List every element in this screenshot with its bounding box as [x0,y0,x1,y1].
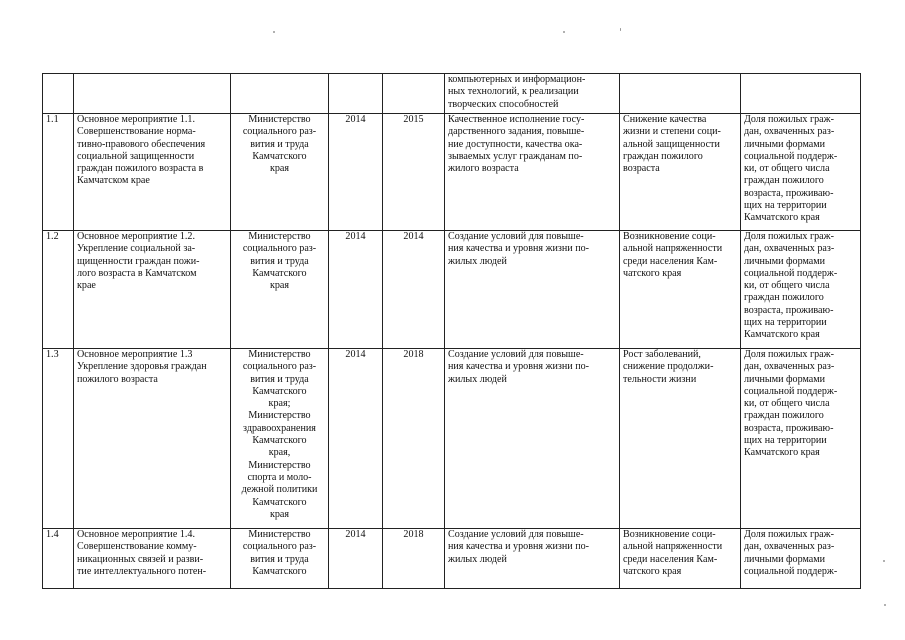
activity-cell-line: тивно-правового обеспечения [77,138,206,150]
consequence-cell-line: жизни и степени соци- [623,126,721,138]
scan-speck [883,560,885,562]
activity-cell-line: тие интеллектуального потен- [77,565,207,577]
cell-indicator [741,74,861,114]
table-row [43,114,861,231]
cell-executor [231,74,329,114]
indicator-cell-line: социальной поддерж- [744,565,838,577]
activity-cell [74,349,231,529]
executor-cell [231,349,329,529]
consequence-cell-line: чатского края [623,565,682,577]
indicator-cell-line: дан, охваченных раз- [744,541,835,553]
row-number: 1.2 [43,231,74,349]
indicator-cell-line: Доля пожилых граж- [744,349,834,360]
cell-activity [74,74,231,114]
consequence-cell-line: среди населения Кам- [623,553,718,565]
activity-cell-line: Камчатском крае [77,175,150,187]
row-number: 1.1 [43,114,74,231]
consequence-cell [620,349,741,529]
executor-cell-line: социального раз- [242,243,317,255]
start-year: 2014 [329,529,383,589]
indicator-cell [741,529,861,589]
activity-cell-line: крае [77,280,96,292]
executor-cell-line: социального раз- [242,126,317,138]
cell-num [43,74,74,114]
executor-cell-line: Министерство [248,114,311,125]
executor-cell-line: вития и труда [250,255,309,267]
executor-cell-line: Камчатского [252,435,307,447]
indicator-cell-line: возраста, проживаю- [744,187,834,199]
executor-cell-line: вития и труда [250,138,309,150]
result-cell-line: Качественное исполнение госу- [448,114,585,125]
cell-start [329,74,383,114]
executor-cell-line: Камчатского [252,385,307,397]
consequence-cell-line: Снижение качества [623,114,707,125]
table-row [43,349,861,529]
activity-cell [74,114,231,231]
consequence-cell-line: Возникновение соци- [623,529,716,540]
indicator-cell-line: Камчатского края [744,212,820,224]
indicator-cell-line: социальной поддерж- [744,385,838,397]
executor-cell-line: дежной политики [241,484,318,496]
executor-cell-line: вития и труда [250,553,309,565]
result-cell-line: жилых людей [448,373,507,385]
result-cell-line: ния качества и уровня жизни по- [448,541,590,553]
activity-cell-line: социальной защищенности [77,150,195,162]
activity-cell-line: граждан пожилого возраста в [77,163,204,175]
result-cell-line: ния качества и уровня жизни по- [448,243,590,255]
consequence-cell-line: возраста [623,163,660,175]
result-cell [445,114,620,231]
executor-cell-line: Камчатского [252,565,307,577]
activity-cell-line: Совершенствование комму- [77,541,197,553]
indicator-cell-line: щих на территории [744,317,827,329]
indicator-cell-line: социальной поддерж- [744,150,838,162]
end-year: 2018 [383,529,445,589]
activity-cell-line: Укрепление социальной за- [77,243,196,255]
start-year: 2014 [329,114,383,231]
consequence-cell-line: среди населения Кам- [623,255,718,267]
activity-cell [74,231,231,349]
executor-cell-line: вития и труда [250,373,309,385]
indicator-cell-line: щих на территории [744,435,827,447]
cell-result: компьютерных и информацион- ных технологий, к реализации творческих способностей [445,74,620,114]
consequence-cell [620,529,741,589]
result-cell [445,529,620,589]
consequence-cell-line: Рост заболеваний, [623,349,701,360]
indicator-cell-line: возраста, проживаю- [744,422,834,434]
table-row [43,529,861,589]
consequence-cell-line: чатского края [623,267,682,279]
indicator-cell-line: граждан пожилого [744,175,824,187]
result-cell-line: ние доступности, качества ока- [448,138,583,150]
scan-speck [620,28,621,31]
indicator-cell-line: граждан пожилого [744,292,824,304]
activity-cell-line: Основное мероприятие 1.2. [77,231,195,242]
activity-cell-line: лого возраста в Камчатском [77,267,197,279]
row-number: 1.4 [43,529,74,589]
indicator-cell-line: социальной поддерж- [744,267,838,279]
executor-cell-line: края, [268,447,291,459]
result-cell-line: жилых людей [448,553,507,565]
executor-cell-line: Камчатского [252,496,307,508]
executor-cell-line: Министерство [248,529,311,540]
end-year: 2015 [383,114,445,231]
consequence-cell-line: тельности жизни [623,373,697,385]
indicator-cell-line: Доля пожилых граж- [744,231,834,242]
executor-cell [231,231,329,349]
result-cell-line: жилого возраста [448,163,519,175]
indicator-cell-line: Доля пожилых граж- [744,529,834,540]
scan-speck [884,604,886,606]
indicator-cell-line: щих на территории [744,200,827,212]
indicator-cell-line: личными формами [744,255,826,267]
result-cell [445,349,620,529]
executor-cell-line: Министерство [248,459,311,471]
activity-cell-line: Основное мероприятие 1.1. [77,114,195,125]
result-cell-line: Создание условий для повыше- [448,349,584,360]
executor-cell [231,529,329,589]
executor-cell-line: социального раз- [242,541,317,553]
consequence-cell-line: граждан пожилого [623,150,703,162]
indicator-cell-line: граждан пожилого [744,410,824,422]
executor-cell-line: Камчатского [252,267,307,279]
result-cell-line: ния качества и уровня жизни по- [448,361,590,373]
result-cell-line: зываемых услуг гражданам по- [448,150,583,162]
executor-cell-line: здравоохранения [243,422,316,434]
indicator-cell-line: личными формами [744,553,826,565]
indicator-cell-line: дан, охваченных раз- [744,126,835,138]
cell-end [383,74,445,114]
executor-cell-line: края; [268,398,291,410]
scan-speck [563,31,565,33]
result-cell-line: Создание условий для повыше- [448,529,584,540]
start-year: 2014 [329,349,383,529]
executor-cell-line: Министерство [248,349,311,360]
table-row [43,231,861,349]
cell-consequence [620,74,741,114]
executor-cell-line: Министерство [248,231,311,242]
result-cell-line: Создание условий для повыше- [448,231,584,242]
activity-cell-line: Основное мероприятие 1.3 [77,349,193,360]
executor-cell-line: спорта и моло- [247,471,312,483]
result-cell-line: дарственного задания, повыше- [448,126,585,138]
consequence-cell-line: альной защищенности [623,138,720,150]
indicator-cell-line: ки, от общего числа [744,163,830,175]
activity-cell-line: Укрепление здоровья граждан [77,361,207,373]
indicator-cell [741,114,861,231]
indicator-cell-line: личными формами [744,138,826,150]
indicator-cell-line: ки, от общего числа [744,398,830,410]
executor-cell-line: края [269,163,290,175]
indicator-cell-line: возраста, проживаю- [744,304,834,316]
end-year: 2018 [383,349,445,529]
activity-cell-line: Основное мероприятие 1.4. [77,529,195,540]
indicator-cell-line: Доля пожилых граж- [744,114,834,125]
activity-cell [74,529,231,589]
activity-cell-line: пожилого возраста [77,373,158,385]
row-number: 1.3 [43,349,74,529]
activity-cell-line: Совершенствование норма- [77,126,196,138]
table-row-continued [43,74,861,114]
consequence-cell-line: альной напряженности [623,541,723,553]
indicator-cell-line: личными формами [744,373,826,385]
activities-table [42,73,861,589]
activity-cell-line: никационных связей и разви- [77,553,204,565]
consequence-cell [620,231,741,349]
indicator-cell-line: ки, от общего числа [744,280,830,292]
result-cell-line: жилых людей [448,255,507,267]
end-year: 2014 [383,231,445,349]
indicator-cell [741,231,861,349]
consequence-cell-line: снижение продолжи- [623,361,714,373]
executor-cell-line: края [269,508,290,520]
start-year: 2014 [329,231,383,349]
executor-cell-line: Министерство [248,410,311,422]
executor-cell-line: социального раз- [242,361,317,373]
indicator-cell-line: Камчатского края [744,329,820,341]
indicator-cell-line: дан, охваченных раз- [744,361,835,373]
indicator-cell [741,349,861,529]
consequence-cell [620,114,741,231]
consequence-cell-line: Возникновение соци- [623,231,716,242]
executor-cell [231,114,329,231]
result-cell [445,231,620,349]
activity-cell-line: щищенности граждан пожи- [77,255,200,267]
indicator-cell-line: дан, охваченных раз- [744,243,835,255]
scan-speck [273,31,275,33]
indicator-cell-line: Камчатского края [744,447,820,459]
consequence-cell-line: альной напряженности [623,243,723,255]
executor-cell-line: Камчатского [252,150,307,162]
executor-cell-line: края [269,280,290,292]
